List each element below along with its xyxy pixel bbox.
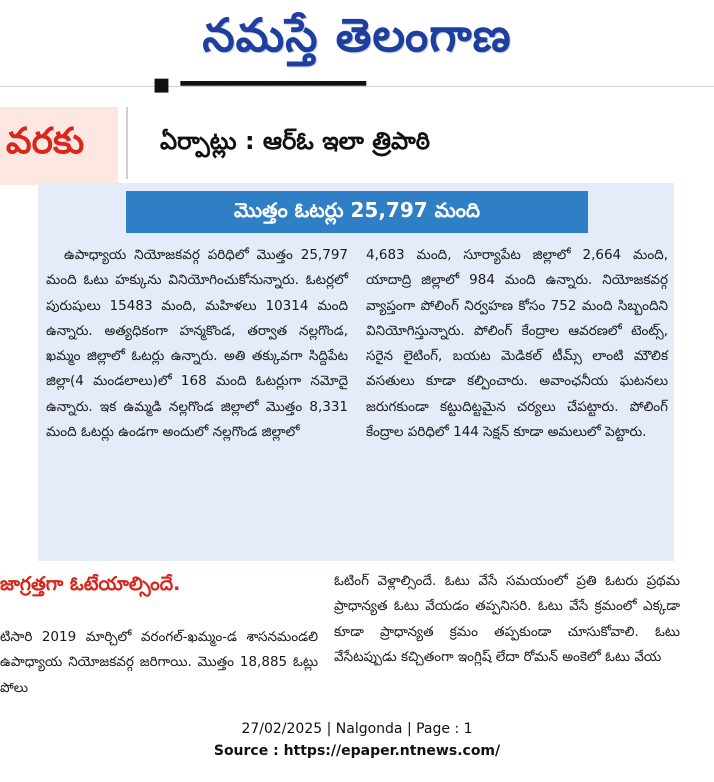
- lower-left-column: టిసారి 2019 మార్చిలో వరంగల్-ఖమ్మం-డ శాసనమండలి ఉపాధ్యాయ నియోజకవర్గ జరిగాయి. మొత్తం 18,885 ఓట్లు పోలు: [0, 629, 318, 696]
- headline-cut-fragment: ▪ ━━━━━━━━━━━: [152, 67, 367, 100]
- article-clipping: [0, 67, 714, 705]
- article-subhead: జాగ్రత్తగా ఓటేయాల్సిందే.: [0, 573, 181, 595]
- box-right-column: 4,683 మంది, సూర్యాపేట జిల్లాలో 2,664 మంది, యాదాద్రి జిల్లాలో 984 మంది ఉన్నారు. నియోజకవర్గ వ్యాప్తంగా పోలింగ్ నిర్వహణ కోసం 752 మంది సిబ్బందిని వినియోగిస్తున్నారు. పోలింగ్ కేంద్రాల ఆవరణలో టెంట్స్, సరైన లైటింగ్, బయట మెడికల్ టీమ్స్ లాంటి మౌలిక వసతులు కూడా కల్పించారు. అవాంఛనీయ ఘటనలు జరుగకుండా కట్టుదిట్టమైన చర్యలు చేపట్టారు. పోలింగ్ కేంద్రాల పరిధిలో 144 సెక్షన్ కూడా అమలులో పెట్టారు.: [366, 247, 668, 441]
- left-fragment-text: వరకు: [6, 121, 85, 162]
- lower-right-column: ఓటింగ్ వెళ్లాల్సిందే. ఓటు వేసే సమయంలో ప్రతి ఓటరు ప్రథమ ప్రాధాన్యత ఓటు వేయడం తప్పనిసరి. ఓటు వేసే క్రమంలో ఎక్కడా కూడా ప్రాధాన్యత క్రమం తప్పకుండా చూసుకోవాలి. ఓటు వేసేటప్పుడు కచ్చితంగా ఇంగ్లిష్ లేదా రోమన్ అంకెలో ఓటు వేయ: [334, 573, 680, 665]
- newspaper-logo: నమస్తే తెలంగాణ: [202, 8, 512, 62]
- source-link[interactable]: Source : https://epaper.ntnews.com/: [213, 743, 501, 759]
- vertical-divider: [126, 107, 128, 179]
- box-left-column: ఉపాధ్యాయ నియోజకవర్గ పరిధిలో మొత్తం 25,797 మంది ఓటు హక్కును వినియోగించుకోనున్నారు. ఓటర్లలో పురుషులు 15483 మంది, మహిళలు 10314 మంది ఉన్నారు. అత్యధికంగా హన్మకొండ, తర్వాత నల్లగొండ, ఖమ్మం జిల్లాలో ఓటర్లు ఉన్నారు. అతి తక్కువగా సిద్దిపేట జిల్లా(4 మండలాలు)లో 168 మంది ఓటర్లుగా నమోదై ఉన్నారు. ఇక ఉమ్మడి నల్లగొండ జిల్లాలో మొత్తం 8,331 మంది ఓటర్లు ఉండగా అందులో నల్లగొండ జిల్లాలో: [46, 247, 348, 441]
- edition-info: 27/02/2025 | Nalgonda | Page : 1: [241, 721, 473, 737]
- page-footer: [0, 712, 714, 782]
- article-headline: ఏర్పాట్లు : ఆర్ఓ ఇలా త్రిపాఠి: [160, 127, 430, 155]
- info-box: [38, 183, 674, 561]
- voters-banner: మొత్తం ఓటర్లు 25,797 మంది: [126, 191, 588, 233]
- left-headline-fragment: [0, 107, 118, 185]
